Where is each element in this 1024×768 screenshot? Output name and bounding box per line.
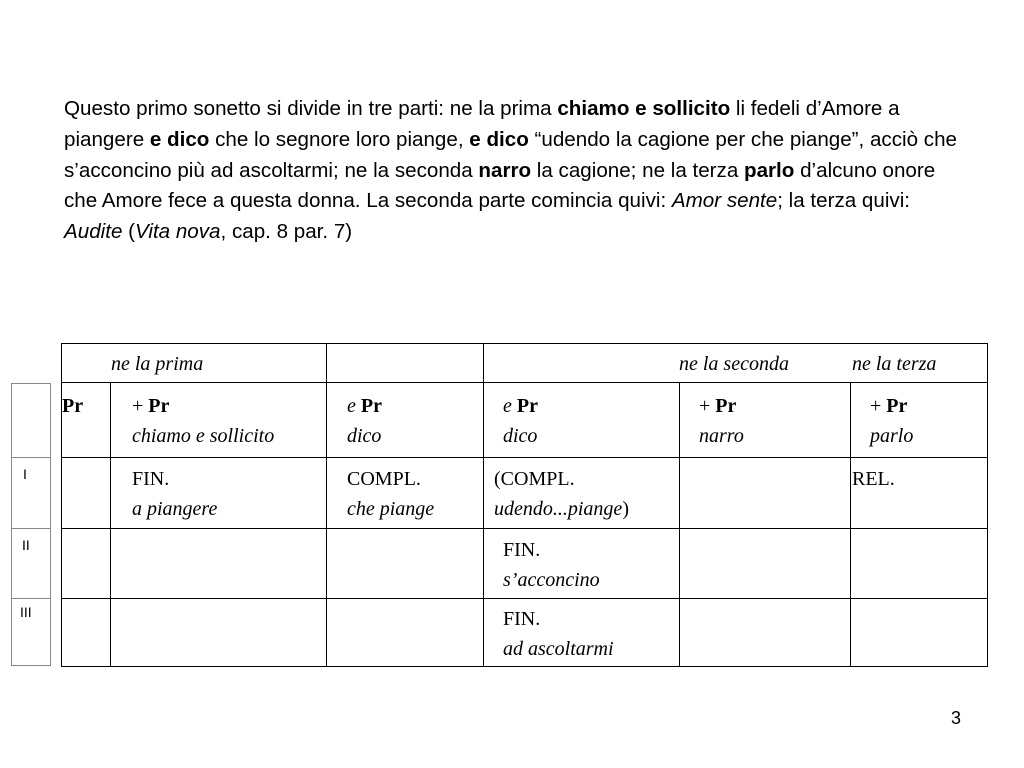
table-rule bbox=[61, 528, 988, 529]
row-numeral: II bbox=[22, 537, 30, 553]
para-bold: parlo bbox=[744, 158, 795, 182]
row-numeral: I bbox=[23, 466, 27, 482]
table-rule bbox=[850, 382, 851, 667]
cell-sub: parlo bbox=[870, 425, 914, 447]
cell-sub: ad ascoltarmi bbox=[503, 638, 614, 660]
roman-column-rule bbox=[50, 383, 51, 666]
header-prima bbox=[111, 349, 203, 379]
pr-cell-2 bbox=[347, 391, 382, 451]
roman-column-rule bbox=[11, 457, 51, 458]
para-text: ( bbox=[122, 220, 135, 244]
r1-cell-3 bbox=[494, 464, 629, 524]
cell-prefix: e bbox=[503, 395, 517, 417]
para-text: , cap. 8 par. 7) bbox=[220, 220, 353, 244]
para-text: che lo segnore loro piange, bbox=[209, 127, 470, 151]
pr-cell-5 bbox=[870, 391, 913, 451]
table-rule bbox=[483, 343, 484, 667]
table-rule bbox=[61, 343, 988, 344]
roman-column-rule bbox=[11, 383, 51, 384]
table-rule bbox=[987, 343, 988, 667]
pr-cell-1 bbox=[132, 391, 274, 451]
roman-column-rule bbox=[11, 598, 51, 599]
cell-bold: Pr bbox=[360, 395, 382, 417]
cell-top: (COMPL. bbox=[494, 468, 575, 490]
cell-sub: dico bbox=[503, 425, 538, 447]
cell-prefix: + bbox=[132, 395, 149, 417]
cell-close: ) bbox=[622, 498, 629, 520]
cell-sub: narro bbox=[699, 425, 744, 447]
para-italic: Amor sente bbox=[671, 189, 778, 213]
cell-sub: udendo...piange bbox=[494, 498, 623, 520]
intro-paragraph bbox=[64, 94, 974, 248]
r1-cell-2 bbox=[347, 464, 434, 524]
cell-prefix: + bbox=[870, 395, 887, 417]
row-label-text: Pr bbox=[62, 395, 84, 417]
para-text: li fedeli d’Amore a piangere bbox=[64, 97, 900, 151]
cell-prefix: e bbox=[347, 395, 361, 417]
header-seconda bbox=[679, 349, 789, 379]
para-italic: Audite bbox=[64, 220, 123, 244]
cell-sub: dico bbox=[347, 425, 382, 447]
header-text: ne la prima bbox=[111, 353, 204, 375]
cell-bold: Pr bbox=[148, 395, 170, 417]
r3-cell-3 bbox=[503, 604, 614, 664]
cell-top: FIN. bbox=[503, 608, 541, 630]
cell-prefix: + bbox=[699, 395, 716, 417]
para-text: d’alcuno onore che Amore fece a questa donna. La seconda parte comincia quivi: bbox=[64, 158, 936, 213]
r1-cell-1 bbox=[132, 464, 217, 524]
cell-sub: s’acconcino bbox=[503, 569, 600, 591]
table-rule bbox=[61, 457, 988, 458]
roman-column-rule bbox=[11, 383, 12, 666]
table-rule bbox=[61, 382, 988, 383]
para-text: Questo primo sonetto si divide in tre parti: ne la prima bbox=[64, 97, 558, 120]
para-bold: e dico bbox=[469, 127, 529, 151]
pr-cell-3 bbox=[503, 391, 538, 451]
para-text: ; la terza quivi: bbox=[777, 189, 910, 213]
roman-column-rule bbox=[11, 528, 51, 529]
cell-sub: che piange bbox=[347, 498, 435, 520]
table-rule bbox=[61, 598, 988, 599]
roman-column-rule bbox=[11, 665, 51, 666]
para-text: “udendo la cagione per che piange”, acciò che s’acconcino più ad ascoltarmi; ne la seconda bbox=[64, 127, 957, 182]
table-rule bbox=[679, 382, 680, 667]
cell-top: FIN. bbox=[132, 468, 170, 490]
cell-bold: Pr bbox=[886, 395, 908, 417]
header-terza bbox=[852, 349, 936, 379]
para-bold: e dico bbox=[149, 127, 210, 151]
pr-cell-4 bbox=[699, 391, 744, 451]
cell-bold: Pr bbox=[715, 395, 737, 417]
header-text: ne la seconda bbox=[679, 353, 789, 375]
cell-top: FIN. bbox=[503, 539, 541, 561]
page-number: 3 bbox=[951, 708, 962, 728]
cell-top: REL. bbox=[852, 468, 895, 490]
cell-sub: chiamo e sollicito bbox=[132, 425, 275, 447]
para-bold: chiamo e sollicito bbox=[557, 97, 731, 120]
header-text: ne la terza bbox=[852, 353, 937, 375]
r1-cell-5 bbox=[852, 464, 895, 494]
row-label-pr bbox=[62, 391, 83, 421]
table-rule bbox=[61, 666, 988, 667]
cell-top: COMPL. bbox=[347, 468, 421, 490]
table-rule bbox=[326, 343, 327, 667]
cell-sub: a piangere bbox=[132, 498, 218, 520]
r2-cell-3 bbox=[503, 535, 600, 595]
para-bold: narro bbox=[478, 158, 532, 182]
row-numeral: III bbox=[20, 604, 32, 620]
para-italic: Vita nova bbox=[135, 220, 221, 244]
table-rule bbox=[110, 382, 111, 667]
para-text: la cagione; ne la terza bbox=[531, 158, 744, 182]
cell-bold: Pr bbox=[516, 395, 538, 417]
